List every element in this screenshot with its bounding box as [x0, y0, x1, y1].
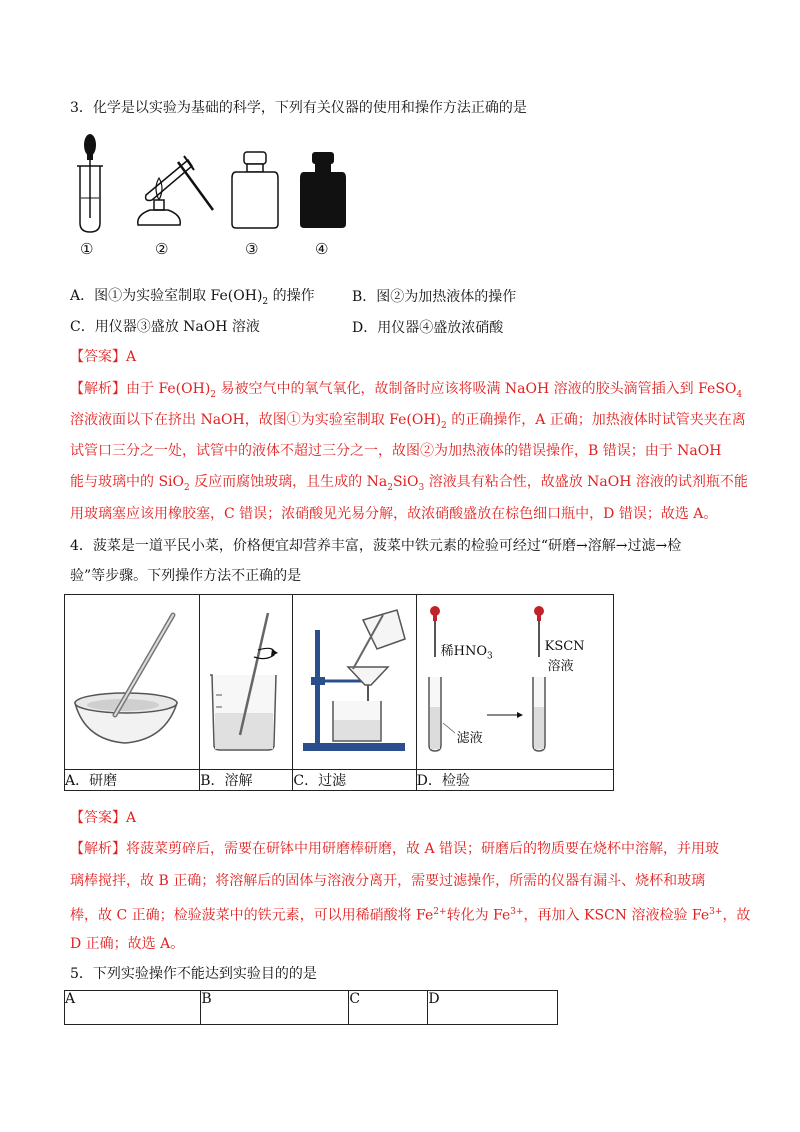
q5-header-c: C	[349, 991, 428, 1025]
filtration-setup-icon	[293, 595, 415, 765]
q4-stem-line-2: 验”等步骤。下列操作方法不正确的是	[70, 568, 302, 584]
q4-caption-a: A．研磨	[65, 770, 200, 791]
q4-cell-a-figure	[65, 595, 200, 770]
figure-label-2: ②	[155, 240, 169, 258]
q4-caption-b: B．溶解	[200, 770, 293, 791]
q5-stem: 5．下列实验操作不能达到实验目的的是	[70, 966, 317, 982]
q4-caption-d: D．检验	[416, 770, 613, 791]
q4-analysis-line-1: 【解析】将菠菜剪碎后，需要在研钵中用研磨棒研磨，故 A 错误；研磨后的物质要在烧杯中溶解，并用玻	[70, 841, 720, 857]
white-reagent-bottle-figure	[230, 150, 280, 230]
q5-options-table	[64, 990, 558, 1025]
q4-stem-line-1: 4．菠菜是一道平民小菜，价格便宜却营养丰富，菠菜中铁元素的检验可经过“研磨→溶解→过滤→检	[70, 538, 682, 554]
q3-answer: 【答案】A	[70, 349, 137, 365]
brown-reagent-bottle-figure	[298, 150, 348, 230]
q3-option-b[interactable]: B．图②为加热液体的操作	[352, 289, 517, 305]
q3-option-a[interactable]: A．图①为实验室制取 $Fe(OH)_2$ 的操作	[70, 288, 315, 307]
q4-caption-c: C．过滤	[293, 770, 416, 791]
q5-header-d: D	[428, 991, 558, 1025]
q3-option-d[interactable]: D．用仪器④盛放浓硝酸	[352, 320, 504, 336]
q4-figure-table	[64, 594, 614, 791]
q4-cell-c-figure	[293, 595, 416, 770]
q4-answer: 【答案】A	[70, 810, 137, 826]
q4-cell-d-figure	[416, 595, 613, 770]
q3-analysis-line-2: 溶液液面以下在挤出 NaOH，故图①为实验室制取 $Fe(OH)_2$ 的正确操作，A 正确；加热液体时试管夹夹在离	[70, 412, 746, 431]
figure-label-1: ①	[80, 240, 94, 258]
q4-analysis-line-4: D 正确；故选 A。	[70, 936, 185, 952]
figure-label-4: ④	[315, 240, 329, 258]
q3-analysis-line-3: 试管口三分之一处，试管中的液体不超过三分之一，故图②为加热液体的错误操作，B 错误；由于 NaOH	[70, 443, 722, 459]
q4-analysis-line-2: 璃棒搅拌，故 B 正确；将溶解后的固体与溶液分离开，需要过滤操作，所需的仪器有漏斗、烧杯和玻璃	[70, 873, 706, 889]
q4-analysis-line-3: 棒，故 C 正确；检验菠菜中的铁元素，可以用稀硝酸将 $Fe^{2+}$转化为 $Fe^{3+}$，再加入 KSCN 溶液检验 $Fe^{3+}$，故	[70, 907, 751, 924]
q3-option-c[interactable]: C．用仪器③盛放 NaOH 溶液	[70, 319, 260, 335]
figure-label-3: ③	[245, 240, 259, 258]
beaker-stirring-icon	[200, 595, 292, 765]
test-tube-detection-icon	[417, 595, 613, 765]
q3-analysis-line-1: 【解析】由于 $Fe(OH)_2$ 易被空气中的氧气氧化，故制备时应该将吸满 NaOH 溶液的胶头滴管插入到 FeSO$_4$	[70, 381, 743, 400]
reagent-kscn-label-1: KSCN	[544, 639, 585, 654]
q3-stem: 3．化学是以实验为基础的科学，下列有关仪器的使用和操作方法正确的是	[70, 100, 527, 116]
reagent-kscn-label-2: 溶液	[547, 659, 574, 674]
q5-header-b: B	[201, 991, 349, 1025]
reagent-dilute-nitric-acid-label: 稀$HNO_3$	[440, 644, 493, 662]
filtrate-label: 滤液	[456, 731, 483, 746]
q3-analysis-line-5: 用玻璃塞应该用橡胶塞，C 错误；浓硝酸见光易分解，故浓硝酸盛放在棕色细口瓶中，D 错误；故选 A。	[70, 506, 718, 522]
test-tube-dropper-figure	[70, 128, 110, 238]
q3-analysis-line-4: 能与玻璃中的 SiO$_2$ 反应而腐蚀玻璃，且生成的 $Na_2SiO_3$ 溶液具有粘合性，故盛放 NaOH 溶液的试剂瓶不能	[70, 474, 748, 493]
mortar-pestle-icon	[65, 595, 199, 765]
q5-header-a: A	[65, 991, 201, 1025]
q4-cell-b-figure	[200, 595, 293, 770]
heating-test-tube-figure	[128, 140, 218, 235]
